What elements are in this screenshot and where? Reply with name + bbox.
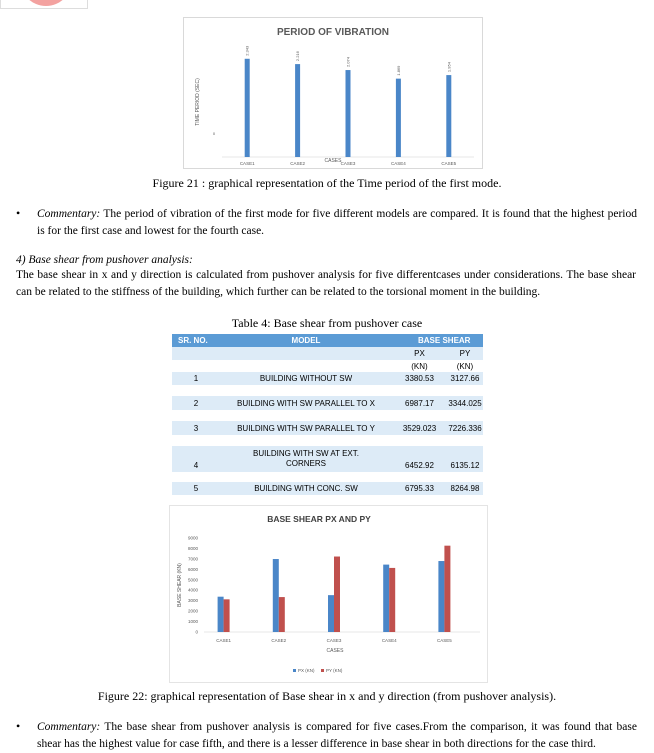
bar bbox=[245, 59, 250, 157]
row-px: 6987.17 bbox=[405, 398, 434, 408]
row-model-line2: CORNERS bbox=[285, 459, 326, 468]
row-model bbox=[220, 446, 392, 472]
data-label: 1.954 bbox=[446, 62, 452, 73]
y-tick-label: 0 bbox=[212, 131, 216, 136]
base-shear-chart-svg bbox=[170, 506, 487, 682]
x-tick-label: CASE4 bbox=[391, 161, 406, 166]
row-px: 3380.53 bbox=[405, 374, 434, 383]
x-tick-label: CASE1 bbox=[239, 161, 255, 166]
base-shear-table bbox=[172, 334, 483, 503]
section4-paragraph: The base shear in x and y direction is calculated from pushover analysis for five differentcases under considerations. The base shear can be related to the stiffness of the building, which further can be related to the torsional moment in the building. bbox=[16, 269, 636, 298]
y-tick-label: 3000 bbox=[187, 598, 198, 604]
row-px: 3529.023 bbox=[402, 423, 437, 433]
bar-px bbox=[218, 597, 224, 632]
data-label: 2.216 bbox=[295, 51, 301, 62]
row-sr: 3 bbox=[193, 423, 199, 433]
bar bbox=[396, 79, 401, 157]
bullet-dot: • bbox=[16, 206, 21, 220]
y-tick-label: 0 bbox=[195, 629, 198, 635]
row-py: 7226.336 bbox=[448, 423, 482, 433]
data-label: 2.074 bbox=[345, 57, 351, 68]
period-of-vibration-chart bbox=[183, 17, 483, 169]
bar-py bbox=[224, 599, 230, 632]
bar-py bbox=[389, 568, 395, 632]
row-sr: 5 bbox=[193, 484, 199, 493]
row-py: 3344.025 bbox=[448, 398, 482, 408]
row-model: BUILDING WITH SW PARALLEL TO X bbox=[237, 398, 375, 408]
table-row bbox=[172, 396, 483, 410]
x-axis-label: CASES bbox=[326, 648, 344, 654]
header-py: PY bbox=[459, 349, 471, 358]
header-px: PX bbox=[414, 349, 425, 358]
table-row bbox=[172, 446, 483, 472]
figure22-caption: Figure 22: graphical representation of Base shear in x and y direction (from pushover analysis). bbox=[97, 689, 557, 703]
data-label: 1.869 bbox=[395, 65, 401, 76]
x-tick-label: CASE3 bbox=[340, 161, 356, 166]
bar-py bbox=[444, 546, 450, 632]
chart-title: PERIOD OF VIBRATION bbox=[276, 27, 390, 38]
unit-px: (KN) bbox=[411, 361, 428, 371]
y-tick-label: 4000 bbox=[187, 587, 198, 593]
header-base-shear: BASE SHEAR bbox=[418, 336, 471, 345]
x-tick-label: CASE5 bbox=[437, 638, 452, 643]
x-tick-label: CASE4 bbox=[381, 638, 397, 643]
table-row bbox=[172, 372, 483, 385]
x-tick-label: CASE5 bbox=[441, 161, 457, 166]
y-tick-label: 2000 bbox=[187, 608, 198, 614]
bullet-dot: • bbox=[16, 719, 21, 733]
y-tick-label: 5000 bbox=[187, 577, 198, 583]
base-shear-table-grid bbox=[172, 334, 483, 503]
commentary2-label: Commentary: bbox=[37, 721, 101, 733]
bar-px bbox=[438, 561, 444, 632]
x-tick-label: CASE1 bbox=[216, 638, 231, 643]
legend-swatch bbox=[321, 669, 324, 672]
y-axis-label: BASE SHEAR (KN) bbox=[177, 563, 183, 607]
period-chart-svg bbox=[184, 18, 482, 168]
header-model: MODEL bbox=[291, 336, 321, 345]
bar bbox=[446, 75, 451, 157]
bar-py bbox=[279, 597, 285, 632]
x-tick-label: CASE2 bbox=[271, 638, 287, 643]
section4-heading-text: 4) Base shear from pushover analysis: bbox=[16, 254, 193, 266]
x-tick-label: CASE3 bbox=[326, 638, 342, 643]
legend-swatch bbox=[293, 669, 296, 672]
chart-title: BASE SHEAR PX AND PY bbox=[267, 514, 371, 524]
x-axis-label: CASES bbox=[324, 158, 342, 164]
figure21-caption: Figure 21 : graphical representation of the Time period of the first mode. bbox=[152, 176, 502, 190]
table-row bbox=[172, 482, 483, 495]
header-sr-no: SR. NO. bbox=[178, 336, 208, 345]
bar-px bbox=[383, 565, 389, 632]
y-tick-label: 9000 bbox=[187, 535, 198, 541]
table4-caption: Table 4: Base shear from pushover case bbox=[231, 316, 423, 330]
data-label: 2.343 bbox=[244, 45, 250, 56]
base-shear-chart bbox=[169, 505, 488, 683]
y-tick-label: 7000 bbox=[187, 556, 198, 562]
row-sr: 2 bbox=[193, 398, 199, 408]
bar-py bbox=[334, 557, 340, 632]
bar-px bbox=[273, 559, 279, 632]
commentary2-paragraph bbox=[37, 719, 637, 753]
row-model: BUILDING WITH SW PARALLEL TO Y bbox=[237, 423, 375, 433]
unit-py: (KN) bbox=[456, 361, 474, 371]
row-px: 6795.33 bbox=[405, 484, 434, 493]
row-model: BUILDING WITH CONC. SW bbox=[254, 484, 358, 493]
legend-label: PX (KN) bbox=[298, 668, 315, 673]
legend-label: PY (KN) bbox=[326, 668, 343, 673]
y-axis-label: TIME PERIOD (SEC) bbox=[195, 78, 201, 126]
row-model-line1: BUILDING WITH SW AT EXT. bbox=[253, 449, 359, 458]
commentary1-text: The period of vibration of the first mode for five different models are compared. It is found that the highest period is for the first case and lowest for the fourth case. bbox=[37, 208, 637, 237]
y-tick-label: 6000 bbox=[187, 566, 198, 572]
row-sr: 4 bbox=[193, 461, 199, 470]
row-py: 6135.12 bbox=[450, 461, 480, 470]
row-model: BUILDING WITHOUT SW bbox=[259, 374, 353, 383]
commentary2-text: The base shear from pushover analysis is compared for five cases.From the comparison, it was found that base shear has the highest value for case fifth, and there is a lesser difference in base shear in both directions for the case third. bbox=[37, 721, 637, 750]
bar-px bbox=[328, 595, 334, 632]
x-tick-label: CASE2 bbox=[290, 161, 305, 166]
bar bbox=[346, 70, 351, 157]
row-py: 3127.66 bbox=[450, 374, 480, 383]
row-sr: 1 bbox=[193, 374, 199, 383]
bar bbox=[295, 64, 300, 157]
table-row bbox=[172, 421, 483, 435]
commentary1-paragraph bbox=[37, 206, 637, 240]
y-tick-label: 1000 bbox=[187, 619, 198, 625]
row-px: 6452.92 bbox=[405, 461, 434, 470]
row-py: 8264.98 bbox=[450, 484, 480, 493]
commentary1-label: Commentary: bbox=[37, 208, 101, 220]
y-tick-label: 8000 bbox=[187, 545, 198, 551]
